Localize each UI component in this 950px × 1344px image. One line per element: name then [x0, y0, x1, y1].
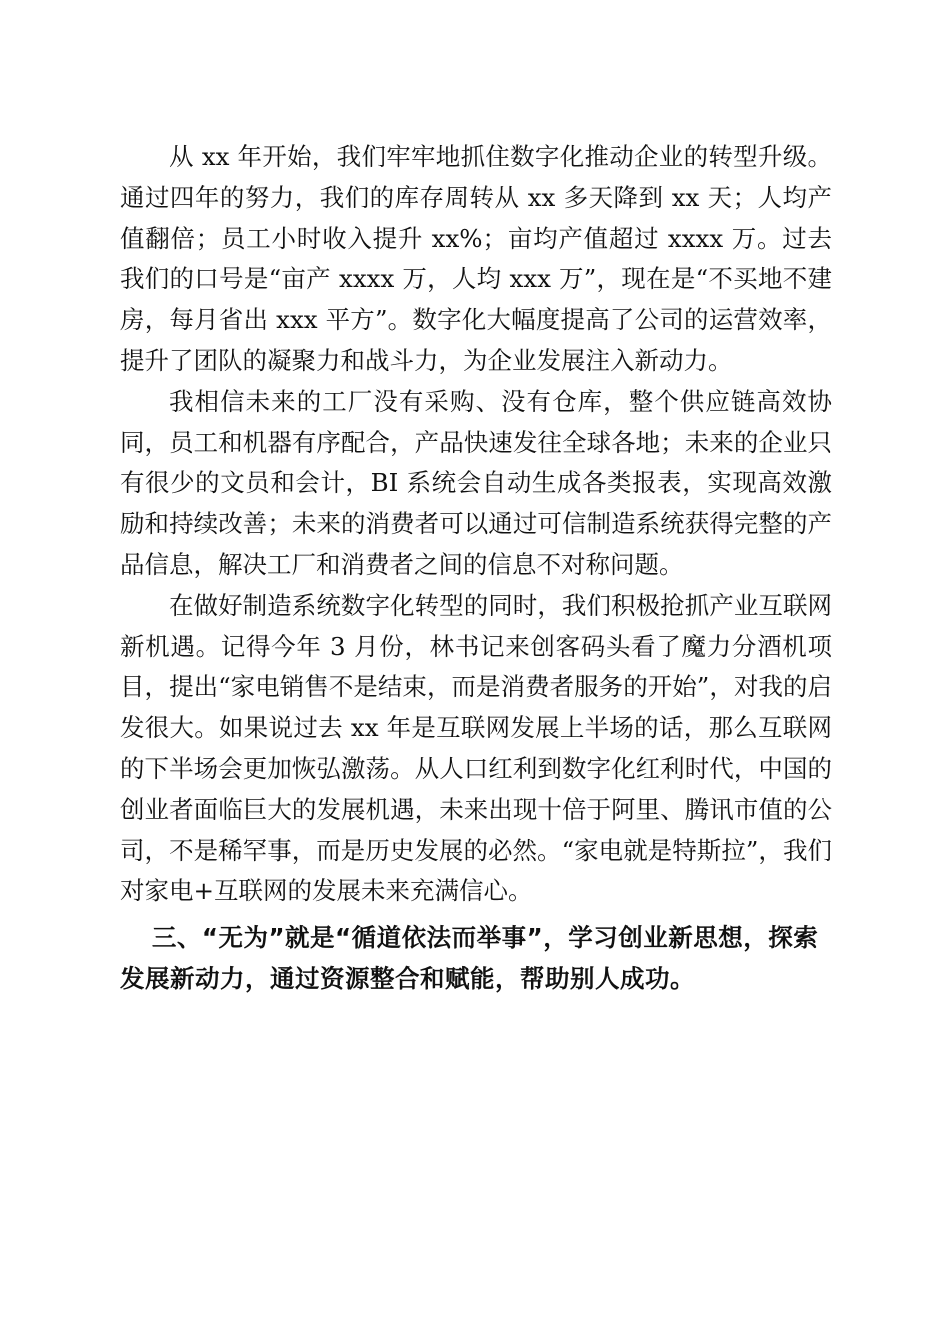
- section-heading-three: 三、“无为”就是“循道依法而举事”，学习创业新思想，探索发展新动力，通过资源整合和赋能，帮助别人成功。: [120, 923, 819, 993]
- paragraph-digitalization: 从 xx 年开始，我们牢牢地抓住数字化推动企业的转型升级。通过四年的努力，我们的库存周转从 xx 多天降到 xx 天；人均产值翻倍；员工小时收入提升 xx%；亩均产值超过 xxxx 万。过去我们的口号是“亩产 xxxx 万，人均 xxx 万”，现在是“不买地不建房，每月省出 xxx 平方”。数字化大幅度提高了公司的运营效率，提升了团队的凝聚力和战斗力，为企业发展注入新动力。: [120, 142, 832, 375]
- document-page: [120, 137, 832, 1000]
- paragraph-industrial-internet: 在做好制造系统数字化转型的同时，我们积极抢抓产业互联网新机遇。记得今年 3 月份，林书记来创客码头看了魔力分酒机项目，提出“家电销售不是结束，而是消费者服务的开始”，对我的启发很大。如果说过去 xx 年是互联网发展上半场的话，那么互联网的下半场会更加恢弘激荡。从人口红利到数字化红利时代，中国的创业者面临巨大的发展机遇，未来出现十倍于阿里、腾讯市值的公司，不是稀罕事，而是历史发展的必然。“家电就是特斯拉”，我们对家电+互联网的发展未来充满信心。: [120, 590, 832, 906]
- paragraph-future-factory: 我相信未来的工厂没有采购、没有仓库，整个供应链高效协同，员工和机器有序配合，产品快速发往全球各地；未来的企业只有很少的文员和会计，BI 系统会自动生成各类报表，实现高效激励和持续改善；未来的消费者可以通过可信制造系统获得完整的产品信息，解决工厂和消费者之间的信息不对称问题。: [120, 386, 832, 579]
